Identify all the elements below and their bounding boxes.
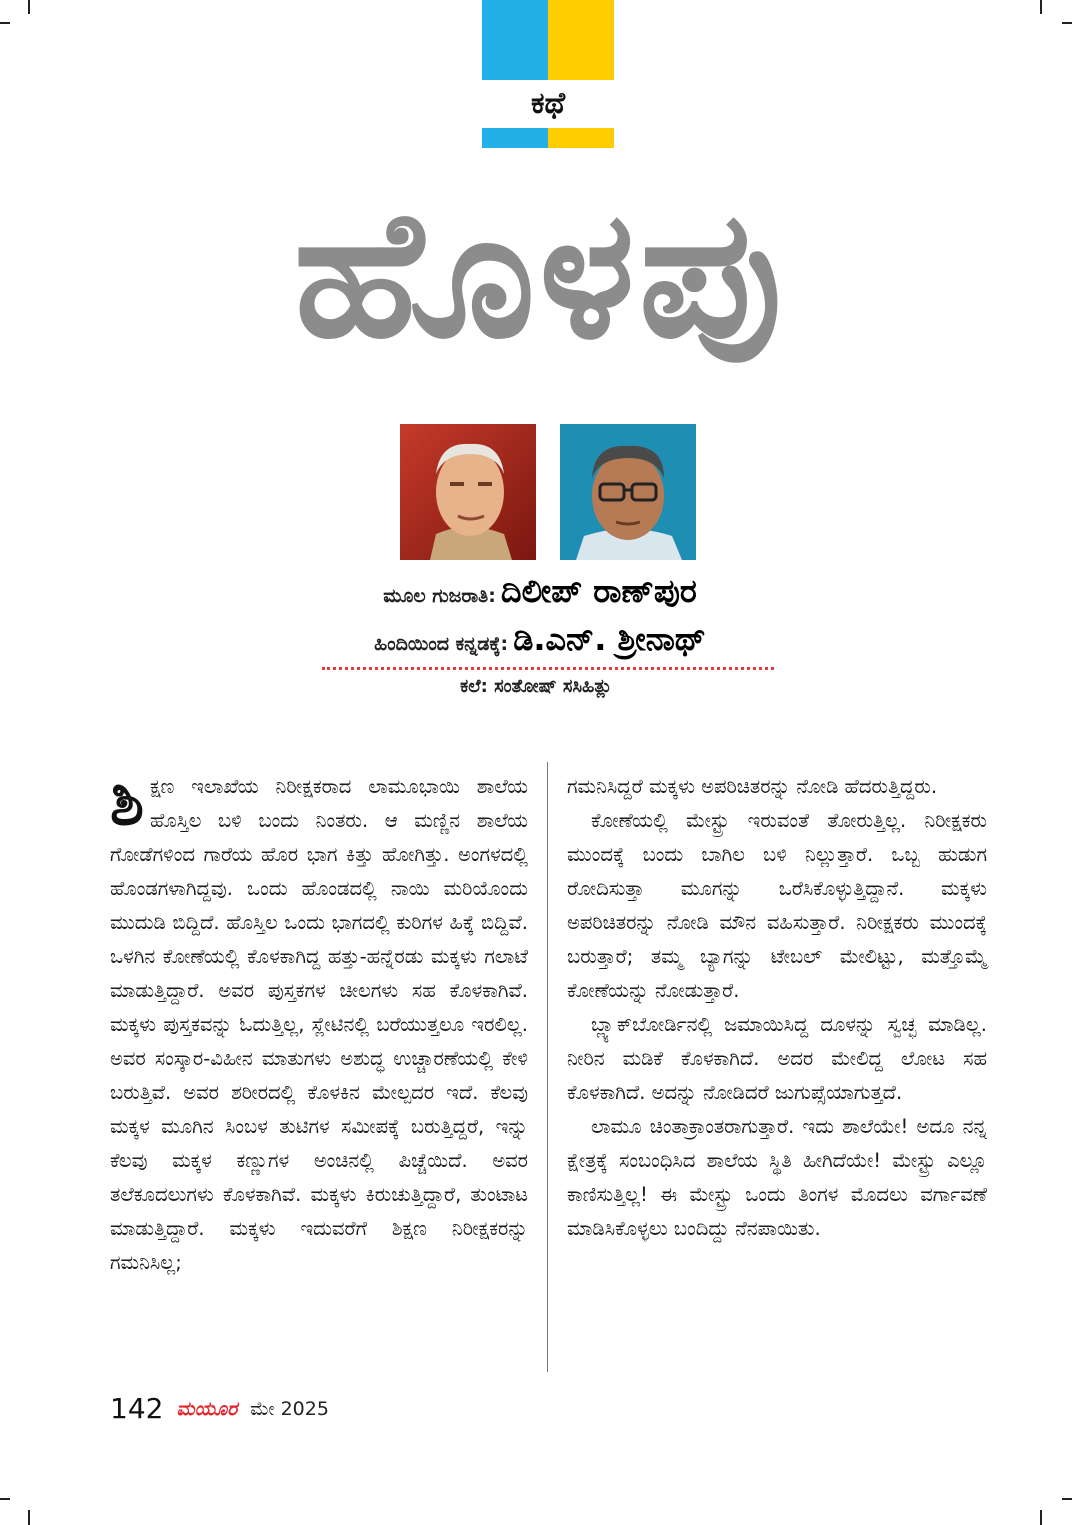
paragraph: ಗಮನಿಸಿದ್ದರೆ ಮಕ್ಕಳು ಅಪರಿಚಿತರನ್ನು ನೋಡಿ ಹೆದರುತ್ತಿದ್ದರು. — [567, 775, 938, 798]
issue-date: ಮೇ 2025 — [250, 1397, 329, 1420]
page-footer — [110, 1392, 329, 1425]
blue-bar — [482, 128, 548, 148]
translator-photo — [560, 424, 696, 560]
original-credit — [240, 572, 840, 611]
crop-mark — [0, 22, 10, 24]
paragraph: ಕೋಣೆಯಲ್ಲಿ ಮೇಸ್ಟ್ರು ಇರುವಂತೆ ತೋರುತ್ತಿಲ್ಲ. ನಿರೀಕ್ಷಕರು ಮುಂದಕ್ಕೆ ಬಂದು ಬಾಗಿಲ ಬಳಿ ನಿಲ್ಲುತ್ತಾರೆ. ಒಬ್ಬ ಹುಡುಗ ರೋದಿಸುತ್ತಾ ಮೂಗನ್ನು ಒರೆಸಿಕೊಳ್ಳುತ್ತಿದ್ದಾನೆ. ಮಕ್ಕಳು ಅಪರಿಚಿತರನ್ನು ನೋಡಿ ಮೌನ ವಹಿಸುತ್ತಾರೆ. ನಿರೀಕ್ಷಕರು ಮುಂದಕ್ಕೆ ಬರುತ್ತಾರೆ; ತಮ್ಮ ಬ್ಯಾಗನ್ನು ಟೇಬಲ್ ಮೇಲಿಟ್ಟು, ಮತ್ತೊಮ್ಮೆ ಕೋಣೆಯನ್ನು ನೋಡುತ್ತಾರೆ. — [567, 809, 987, 1002]
crop-mark — [28, 0, 30, 14]
drop-cap: ಶಿ — [110, 766, 144, 839]
story-title: ಹೊಳಪು — [293, 172, 787, 377]
magazine-logo: ಮಯೂರ — [176, 1397, 238, 1420]
right-column — [567, 770, 987, 1246]
crop-mark — [28, 1510, 30, 1525]
left-column — [110, 766, 528, 1280]
crop-mark — [1062, 22, 1072, 24]
paragraph: ಬ್ಲ್ಯಾಕ್‌ಬೋರ್ಡಿನಲ್ಲಿ ಜಮಾಯಿಸಿದ್ದ ದೂಳನ್ನು ಸ್ವಚ್ಛ ಮಾಡಿಲ್ಲ. ನೀರಿನ ಮಡಿಕೆ ಕೊಳಕಾಗಿದೆ. ಅದರ ಮೇಲಿದ್ದ ಲೋಟ ಸಹ ಕೊಳಕಾಗಿದೆ. ಅದನ್ನು ನೋಡಿದರೆ ಜುಗುಪ್ಸೆಯಾಗುತ್ತದೆ. — [567, 1013, 987, 1104]
crop-mark — [0, 1498, 10, 1500]
section-label: ಕಥೆ — [530, 86, 566, 121]
paragraph — [110, 766, 528, 1280]
paragraph-text: ಕ್ಷಣ ಇಲಾಖೆಯ ನಿರೀಕ್ಷಕರಾದ ಲಾಮೂಭಾಯಿ ಶಾಲೆಯ ಹೊಸ್ತಿಲ ಬಳಿ ಬಂದು ನಿಂತರು. ಆ ಮಣ್ಣಿನ ಶಾಲೆಯ ಗೋಡೆಗಳಿಂದ ಗಾರೆಯ ಹೊರ ಭಾಗ ಕಿತ್ತು ಹೋಗಿತ್ತು. ಅಂಗಳದಲ್ಲಿ ಹೊಂಡಗಳಾಗಿದ್ದವು. ಒಂದು ಹೊಂಡದಲ್ಲಿ ನಾಯಿ ಮರಿಯೊಂದು ಮುದುಡಿ ಬಿದ್ದಿದೆ. ಹೊಸ್ತಿಲ ಒಂದು ಭಾಗದಲ್ಲಿ ಕುರಿಗಳ ಹಿಕ್ಕೆ ಬಿದ್ದಿವೆ. ಒಳಗಿನ ಕೋಣೆಯಲ್ಲಿ ಕೊಳಕಾಗಿದ್ದ ಹತ್ತು-ಹನ್ನೆರಡು ಮಕ್ಕಳು ಗಲಾಟೆ ಮಾಡುತ್ತಿದ್ದಾರೆ. ಅವರ ಪುಸ್ತಕಗಳ ಚೀಲಗಳು ಸಹ ಕೊಳಕಾಗಿವೆ. ಮಕ್ಕಳು ಪುಸ್ತಕವನ್ನು ಓದುತ್ತಿಲ್ಲ, ಸ್ಲೇಟಿನಲ್ಲಿ ಬರೆಯುತ್ತಲೂ ಇರಲಿಲ್ಲ. ಅವರ ಸಂಸ್ಕಾರ-ವಿಹೀನ ಮಾತುಗಳು ಅಶುದ್ಧ ಉಚ್ಚಾರಣೆಯಲ್ಲಿ ಕೇಳಿ ಬರುತ್ತಿವೆ. ಅವರ ಶರೀರದಲ್ಲಿ ಕೊಳಕಿನ ಮೇಲ್ಪದರ ಇದೆ. ಕೆಲವು ಮಕ್ಕಳ ಮೂಗಿನ ಸಿಂಬಳ ತುಟಿಗಳ ಸಮೀಪಕ್ಕೆ ಬರುತ್ತಿದ್ದರೆ, ಇನ್ನು ಕೆಲವು ಮಕ್ಕಳ ಕಣ್ಣುಗಳ ಅಂಚಿನಲ್ಲಿ ಪಿಚ್ಚೆಯಿದೆ. ಅವರ ತಲೆಕೂದಲುಗಳು ಕೊಳಕಾಗಿವೆ. ಮಕ್ಕಳು ಕಿರುಚುತ್ತಿದ್ದಾರೆ, ತುಂಟಾಟ ಮಾಡುತ್ತಿದ್ದಾರೆ. ಮಕ್ಕಳು ಇದುವರೆಗೆ ಶಿಕ್ಷಣ ನಿರೀಕ್ಷಕರನ್ನು ಗಮನಿಸಿಲ್ಲ; — [110, 775, 528, 1274]
section-header-block — [482, 0, 614, 150]
crop-mark — [1062, 1498, 1072, 1500]
author-name: ದಿಲೀಪ್ ರಾಣ್‌ಪುರ — [500, 572, 697, 610]
translation-label: ಹಿಂದಿಯಿಂದ ಕನ್ನಡಕ್ಕೆ: — [374, 633, 509, 655]
author-photo — [400, 424, 536, 560]
blue-block — [482, 0, 548, 80]
dotted-divider — [322, 667, 774, 670]
page-number: 142 — [110, 1392, 164, 1425]
translator-name: ಡಿ.ಎನ್. ಶ್ರೀನಾಥ್ — [513, 620, 706, 658]
column-divider — [547, 762, 548, 1372]
crop-mark — [1040, 1510, 1042, 1525]
original-label: ಮೂಲ ಗುಜರಾತಿ: — [383, 585, 496, 607]
translation-credit — [240, 620, 840, 659]
yellow-bar — [548, 128, 614, 148]
yellow-block — [548, 0, 614, 80]
art-credit: ಕಲೆ: ಸಂತೋಷ್ ಸಸಿಹಿತ್ಲು — [460, 676, 612, 697]
crop-mark — [1040, 0, 1042, 14]
paragraph: ಲಾಮೂ ಚಿಂತಾಕ್ರಾಂತರಾಗುತ್ತಾರೆ. ಇದು ಶಾಲೆಯೇ! ಅದೂ ನನ್ನ ಕ್ಷೇತ್ರಕ್ಕೆ ಸಂಬಂಧಿಸಿದ ಶಾಲೆಯ ಸ್ಥಿತಿ ಹೀಗಿದೆಯೇ! ಮೇಸ್ಟ್ರು ಎಲ್ಲೂ ಕಾಣಿಸುತ್ತಿಲ್ಲ! ಈ ಮೇಸ್ಟ್ರು ಒಂದು ತಿಂಗಳ ಮೊದಲು ವರ್ಗಾವಣೆ ಮಾಡಿಸಿಕೊಳ್ಳಲು ಬಂದಿದ್ದು ನೆನಪಾಯಿತು. — [567, 1115, 987, 1240]
